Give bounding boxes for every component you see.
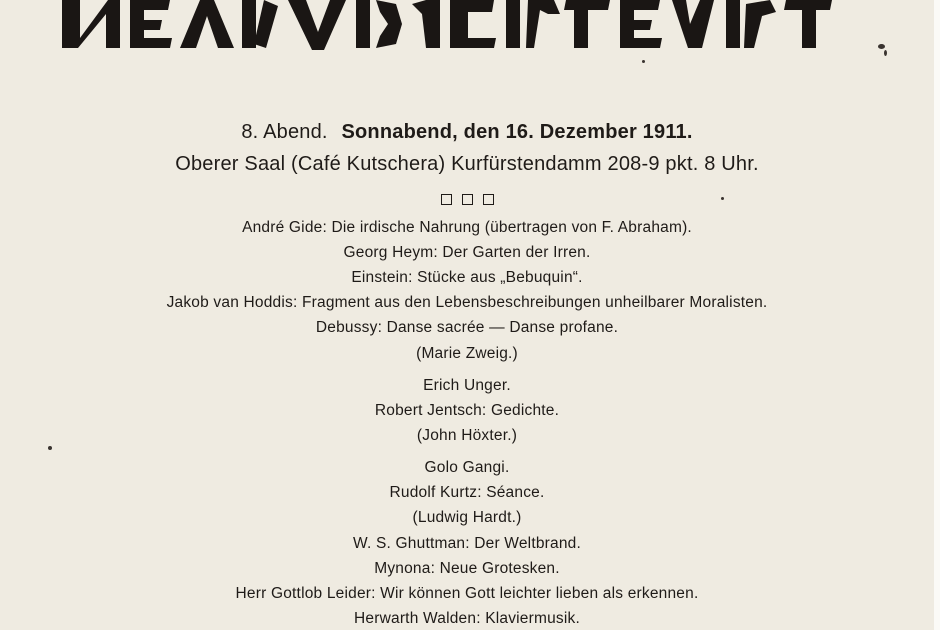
- program-item: Rudolf Kurtz: Séance.: [389, 484, 545, 501]
- square-ornament: [441, 194, 452, 205]
- event-header: [0, 121, 934, 144]
- program-item: Mynona: Neue Grotesken.: [374, 560, 560, 577]
- program-item: Debussy: Danse sacrée — Danse profane.: [315, 319, 619, 336]
- event-date: Sonnabend, den 16. Dezember 1911.: [341, 121, 693, 143]
- program-item: Robert Jentsch: Gedichte.: [374, 402, 560, 419]
- square-ornament: [462, 194, 473, 205]
- evening-number: 8. Abend.: [241, 121, 328, 143]
- program-item: Herr Gottlob Leider: Wir können Gott leichter lieben als erkennen.: [235, 585, 699, 602]
- program-item: W. S. Ghuttman: Der Weltbrand.: [353, 535, 581, 552]
- program-item: André Gide: Die irdische Nahrung (übertragen von F. Abraham).: [242, 219, 692, 236]
- ink-speck: [642, 60, 645, 63]
- masthead-lettering: [50, 0, 850, 56]
- ink-speck: [48, 446, 52, 450]
- program-item: Einstein: Stücke aus „Bebuquin“.: [351, 269, 583, 286]
- program-item: Jakob van Hoddis: Fragment aus den Lebensbeschreibungen unheilbarer Moralisten.: [166, 294, 768, 311]
- program-item: Herwarth Walden: Klaviermusik.: [354, 610, 580, 627]
- program-item: Georg Heym: Der Garten der Irren.: [343, 244, 591, 261]
- performer-credit: (Ludwig Hardt.): [412, 509, 522, 526]
- masthead-logo: [50, 0, 850, 56]
- ornament-boxes: [0, 192, 934, 210]
- ink-speck: [878, 44, 885, 49]
- square-ornament: [483, 194, 494, 205]
- program-item: Golo Gangi.: [424, 459, 510, 476]
- event-venue: Oberer Saal (Café Kutschera) Kurfürstendamm 208-9 pkt. 8 Uhr.: [175, 153, 759, 175]
- ink-speck: [884, 50, 887, 56]
- program-item: Erich Unger.: [423, 377, 511, 394]
- performer-credit: (John Höxter.): [416, 427, 518, 444]
- performer-credit: (Marie Zweig.): [416, 345, 518, 362]
- page-edge: [934, 0, 940, 630]
